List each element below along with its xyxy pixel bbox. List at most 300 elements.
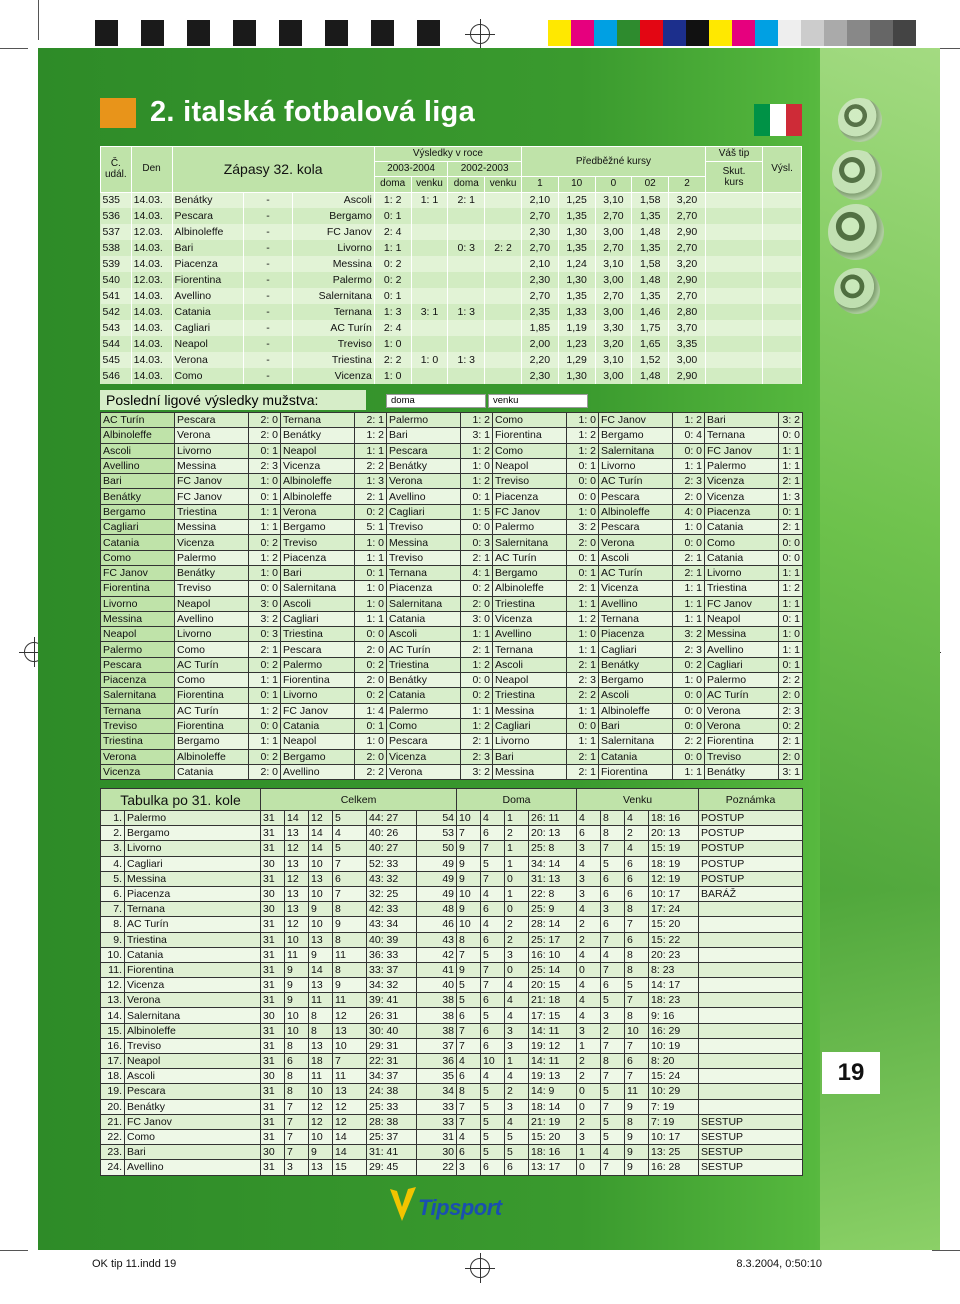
- opponent-name: Triestina: [705, 581, 779, 596]
- tipsport-logo: [388, 1185, 528, 1225]
- stat-cell: 4: [625, 841, 649, 856]
- result-cell[interactable]: [763, 288, 802, 304]
- stat-cell: 2: [505, 917, 529, 932]
- match-cell: 1,48: [632, 272, 669, 288]
- stat-cell: 4: [505, 1008, 529, 1023]
- opponent-name: Fiorentina: [705, 734, 779, 749]
- note: POSTUP: [699, 811, 803, 826]
- result-score: 0: 1: [779, 611, 803, 626]
- match-row: [101, 240, 802, 256]
- stat-cell: 9: [333, 917, 367, 932]
- stat-cell: 7: [601, 841, 625, 856]
- stat-cell: 7: [285, 1099, 309, 1114]
- result-score: 1: 1: [779, 443, 803, 458]
- stat-cell: 12: [309, 1099, 333, 1114]
- opponent-name: Palermo: [493, 520, 567, 535]
- stat-cell: 10: 17: [649, 886, 699, 901]
- result-score: 2: 0: [461, 596, 493, 611]
- stat-cell: 4: [505, 978, 529, 993]
- legend-venku: venku: [488, 394, 588, 408]
- stat-cell: 7: 19: [649, 1099, 699, 1114]
- match-cell: [448, 272, 485, 288]
- result-cell[interactable]: [763, 240, 802, 256]
- stat-cell: 34: 37: [367, 1069, 417, 1084]
- match-cell: [448, 320, 485, 336]
- match-cell: 14.03.: [131, 320, 172, 336]
- result-score: 3: 1: [779, 764, 803, 779]
- opponent-name: Albinoleffe: [281, 489, 355, 504]
- note: [699, 947, 803, 962]
- match-cell: Treviso: [293, 336, 375, 352]
- stat-cell: 22: 8: [529, 886, 577, 901]
- tip-cell[interactable]: [705, 320, 762, 336]
- opponent-name: Salernitana: [387, 596, 461, 611]
- stat-cell: 5: [457, 993, 481, 1008]
- note: BARÁŽ: [699, 886, 803, 901]
- standings-row: [101, 886, 803, 901]
- tip-cell[interactable]: [705, 224, 762, 240]
- match-cell: 1,35: [632, 208, 669, 224]
- opponent-name: Como: [175, 642, 249, 657]
- stat-cell: 7: [481, 841, 505, 856]
- stat-cell: 3: [601, 902, 625, 917]
- stat-cell: 8: [285, 1069, 309, 1084]
- tip-cell[interactable]: [705, 192, 762, 208]
- stat-cell: 3: [505, 947, 529, 962]
- team-name: Triestina: [101, 734, 175, 749]
- stat-cell: 40: 26: [367, 826, 417, 841]
- result-score: 1: 2: [567, 611, 599, 626]
- stat-cell: 13: [309, 978, 333, 993]
- match-cell: [411, 320, 448, 336]
- result-cell[interactable]: [763, 192, 802, 208]
- tip-cell[interactable]: [705, 256, 762, 272]
- standings-table: [100, 788, 802, 1172]
- result-score: 0: 2: [355, 504, 387, 519]
- col-celkem: Celkem: [261, 789, 457, 811]
- result-score: 2: 1: [673, 550, 705, 565]
- result-score: 2: 0: [355, 673, 387, 688]
- stat-cell: 7: [457, 1023, 481, 1038]
- tip-cell[interactable]: [705, 368, 762, 384]
- stat-cell: 7: [333, 1054, 367, 1069]
- note: [699, 1038, 803, 1053]
- stat-cell: 42: 33: [367, 902, 417, 917]
- rank: 19.: [101, 1084, 125, 1099]
- note: SESTUP: [699, 1145, 803, 1160]
- result-score: 1: 1: [673, 764, 705, 779]
- result-cell[interactable]: [763, 352, 802, 368]
- stat-cell: 6: [481, 932, 505, 947]
- result-score: 1: 0: [355, 535, 387, 550]
- match-cell: 1,33: [558, 304, 595, 320]
- stat-cell: 6: [601, 886, 625, 901]
- team-name: Ascoli: [101, 443, 175, 458]
- match-cell: 2,70: [669, 288, 706, 304]
- result-score: 1: 1: [779, 458, 803, 473]
- opponent-name: Vicenza: [705, 489, 779, 504]
- stat-cell: 9: [457, 902, 481, 917]
- results-row: [101, 596, 803, 611]
- match-cell: 3,30: [595, 320, 632, 336]
- result-score: 1: 1: [567, 596, 599, 611]
- team-name: Livorno: [101, 596, 175, 611]
- stat-cell: 43: 32: [367, 871, 417, 886]
- match-cell: [485, 192, 522, 208]
- rank: 1.: [101, 811, 125, 826]
- stat-cell: 0: [577, 1160, 601, 1175]
- match-cell: -: [244, 256, 293, 272]
- result-score: 0: 1: [249, 688, 281, 703]
- result-score: 0: 1: [779, 504, 803, 519]
- stat-cell: 31: [261, 1038, 285, 1053]
- team-name: Vicenza: [101, 764, 175, 779]
- match-cell: 3,20: [595, 336, 632, 352]
- stat-cell: 25: 17: [529, 932, 577, 947]
- result-score: 1: 1: [249, 520, 281, 535]
- stat-cell: 7: [457, 826, 481, 841]
- stat-cell: 15: 19: [649, 841, 699, 856]
- opponent-name: Cagliari: [387, 504, 461, 519]
- rank: 21.: [101, 1114, 125, 1129]
- note: [699, 1069, 803, 1084]
- stat-cell: 3: [285, 1160, 309, 1175]
- match-cell: 1,35: [558, 208, 595, 224]
- team-name: Verona: [125, 993, 261, 1008]
- tip-cell[interactable]: [705, 208, 762, 224]
- stat-cell: 7: [481, 871, 505, 886]
- result-cell[interactable]: [763, 336, 802, 352]
- opponent-name: AC Turín: [175, 703, 249, 718]
- note: [699, 902, 803, 917]
- stat-cell: 2: [601, 1023, 625, 1038]
- stat-cell: 5: [505, 1145, 529, 1160]
- team-name: Pescara: [125, 1084, 261, 1099]
- stat-cell: 14: [309, 962, 333, 977]
- stat-cell: 11: [309, 1069, 333, 1084]
- stat-cell: 15: 20: [529, 1129, 577, 1144]
- results-row: [101, 458, 803, 473]
- stat-cell: 14: [309, 841, 333, 856]
- match-cell: 2,70: [521, 288, 558, 304]
- stat-cell: 22: 31: [367, 1054, 417, 1069]
- stat-cell: 9: [625, 1099, 649, 1114]
- match-cell: 1: 0: [374, 368, 411, 384]
- match-cell: 1,52: [632, 352, 669, 368]
- stat-cell: 12: [285, 841, 309, 856]
- result-cell[interactable]: [763, 224, 802, 240]
- italian-flag-icon: [754, 104, 802, 136]
- result-score: 0: 2: [673, 657, 705, 672]
- result-score: 1: 1: [355, 443, 387, 458]
- stat-cell: 10: [481, 1054, 505, 1069]
- opponent-name: Catania: [705, 520, 779, 535]
- match-cell: 3: 1: [411, 304, 448, 320]
- stat-cell: 2: [505, 932, 529, 947]
- result-cell[interactable]: [763, 272, 802, 288]
- result-score: 1: 0: [249, 565, 281, 580]
- opponent-name: Benátky: [281, 428, 355, 443]
- stat-cell: 12: [285, 871, 309, 886]
- match-cell: [448, 288, 485, 304]
- stat-cell: 9: [285, 993, 309, 1008]
- result-score: 2: 1: [461, 642, 493, 657]
- stat-cell: 4: [577, 947, 601, 962]
- result-score: 2: 0: [249, 428, 281, 443]
- stat-cell: 10: 29: [649, 1084, 699, 1099]
- match-cell: Ascoli: [293, 192, 375, 208]
- stat-cell: 4: [625, 811, 649, 826]
- result-score: 2: 2: [355, 458, 387, 473]
- result-score: 3: 2: [461, 764, 493, 779]
- stat-cell: 18: [309, 1054, 333, 1069]
- stat-cell: 5: [481, 947, 505, 962]
- stat-cell: 10: [309, 1084, 333, 1099]
- stat-cell: 29: 31: [367, 1038, 417, 1053]
- team-name: Salernitana: [101, 688, 175, 703]
- stat-cell: 1: [505, 811, 529, 826]
- team-name: Piacenza: [101, 673, 175, 688]
- opponent-name: Avellino: [387, 489, 461, 504]
- result-score: 0: 2: [355, 657, 387, 672]
- opponent-name: Verona: [281, 504, 355, 519]
- opponent-name: Neapol: [705, 611, 779, 626]
- stat-cell: 9: [285, 978, 309, 993]
- tip-cell[interactable]: [705, 352, 762, 368]
- stat-cell: 4: [577, 978, 601, 993]
- result-score: 1: 1: [673, 581, 705, 596]
- stat-cell: 6: [481, 1038, 505, 1053]
- match-cell: 1: 0: [374, 336, 411, 352]
- match-cell: 1,85: [521, 320, 558, 336]
- stat-cell: 10: 17: [649, 1129, 699, 1144]
- stat-cell: 31: [261, 1114, 285, 1129]
- opponent-name: Cagliari: [281, 611, 355, 626]
- rank: 15.: [101, 1023, 125, 1038]
- stat-cell: 31: [261, 978, 285, 993]
- match-cell: 14.03.: [131, 256, 172, 272]
- result-score: 0: 0: [779, 550, 803, 565]
- match-cell: 2,90: [669, 272, 706, 288]
- results-row: [101, 565, 803, 580]
- stat-cell: 5: [481, 1145, 505, 1160]
- stat-cell: 31: [261, 841, 285, 856]
- stat-cell: 6: [481, 1023, 505, 1038]
- opponent-name: Treviso: [387, 520, 461, 535]
- result-score: 2: 1: [461, 734, 493, 749]
- result-score: 0: 2: [779, 718, 803, 733]
- rank: 12.: [101, 978, 125, 993]
- match-cell: 2,70: [669, 208, 706, 224]
- opponent-name: Messina: [175, 520, 249, 535]
- result-score: 2: 3: [567, 673, 599, 688]
- team-name: Pescara: [101, 657, 175, 672]
- result-score: 2: 3: [779, 703, 803, 718]
- opponent-name: Messina: [493, 764, 567, 779]
- opponent-name: Treviso: [175, 581, 249, 596]
- match-cell: 3,70: [669, 320, 706, 336]
- stat-cell: 12: [309, 811, 333, 826]
- stat-cell: 13: [309, 871, 333, 886]
- stat-cell: 7: [601, 962, 625, 977]
- rank: 18.: [101, 1069, 125, 1084]
- stat-cell: 5: [601, 1129, 625, 1144]
- team-name: FC Janov: [125, 1114, 261, 1129]
- rank: 5.: [101, 871, 125, 886]
- result-score: 0: 2: [461, 688, 493, 703]
- opponent-name: Fiorentina: [175, 688, 249, 703]
- rank: 14.: [101, 1008, 125, 1023]
- result-score: 1: 0: [673, 520, 705, 535]
- match-cell: 3,35: [669, 336, 706, 352]
- opponent-name: Livorno: [705, 565, 779, 580]
- opponent-name: Messina: [387, 535, 461, 550]
- match-cell: [411, 368, 448, 384]
- stat-cell: 2: [577, 917, 601, 932]
- team-name: Bari: [101, 474, 175, 489]
- result-score: 2: 1: [461, 550, 493, 565]
- result-score: 2: 1: [567, 749, 599, 764]
- result-score: 0: 0: [673, 749, 705, 764]
- match-cell: Como: [172, 368, 244, 384]
- standings-row: [101, 947, 803, 962]
- results-row: [101, 611, 803, 626]
- stat-cell: 12: [333, 1008, 367, 1023]
- stat-cell: 43: 34: [367, 917, 417, 932]
- results-row: [101, 504, 803, 519]
- match-cell: Palermo: [293, 272, 375, 288]
- stat-cell: 19: 12: [529, 1038, 577, 1053]
- color-calibration-bar: [95, 20, 463, 46]
- stat-cell: 1: [505, 1054, 529, 1069]
- stat-cell: 6: [481, 1160, 505, 1175]
- stat-cell: 33: 37: [367, 962, 417, 977]
- match-cell: Triestina: [293, 352, 375, 368]
- match-cell: Benátky: [172, 192, 244, 208]
- stat-cell: 30: [261, 1145, 285, 1160]
- stat-cell: 46: [417, 917, 457, 932]
- team-name: Benátky: [101, 489, 175, 504]
- result-cell[interactable]: [763, 256, 802, 272]
- page-number: 19: [822, 1052, 880, 1094]
- stat-cell: 14: 11: [529, 1023, 577, 1038]
- result-score: 1: 0: [461, 458, 493, 473]
- team-name: AC Turín: [101, 413, 175, 428]
- result-score: 1: 1: [249, 673, 281, 688]
- stat-cell: 44: 27: [367, 811, 417, 826]
- stat-cell: 3: [505, 1023, 529, 1038]
- stat-cell: 3: [457, 1160, 481, 1175]
- result-score: 1: 1: [673, 596, 705, 611]
- stat-cell: 6: [481, 826, 505, 841]
- result-score: 2: 2: [779, 673, 803, 688]
- result-cell[interactable]: [763, 304, 802, 320]
- tip-cell[interactable]: [705, 336, 762, 352]
- match-cell: 3,20: [669, 256, 706, 272]
- tip-cell[interactable]: [705, 304, 762, 320]
- stat-cell: 8: [333, 902, 367, 917]
- stat-cell: 4: [601, 1145, 625, 1160]
- stat-cell: 8: [625, 962, 649, 977]
- match-cell: 544: [101, 336, 132, 352]
- team-name: Livorno: [125, 841, 261, 856]
- stat-cell: 5: [481, 1114, 505, 1129]
- stat-cell: 9: [625, 1145, 649, 1160]
- result-cell[interactable]: [763, 208, 802, 224]
- tip-cell[interactable]: [705, 240, 762, 256]
- rank: 4.: [101, 856, 125, 871]
- stat-cell: 5: [333, 841, 367, 856]
- tipsport-v-icon: [388, 1185, 418, 1225]
- stat-cell: 25: 8: [529, 841, 577, 856]
- opponent-name: Triestina: [281, 627, 355, 642]
- stat-cell: 41: [417, 962, 457, 977]
- tip-cell[interactable]: [705, 272, 762, 288]
- match-cell: Avellino: [172, 288, 244, 304]
- match-cell: 2,00: [521, 336, 558, 352]
- match-cell: Livorno: [293, 240, 375, 256]
- stat-cell: 31: [261, 932, 285, 947]
- match-cell: 2: 2: [485, 240, 522, 256]
- standings-row: [101, 841, 803, 856]
- opponent-name: Catania: [175, 764, 249, 779]
- match-cell: 1: 3: [448, 304, 485, 320]
- match-cell: 2,35: [521, 304, 558, 320]
- stat-cell: 10: [333, 1038, 367, 1053]
- result-score: 2: 1: [249, 642, 281, 657]
- result-score: 4: 0: [673, 504, 705, 519]
- team-name: Triestina: [125, 932, 261, 947]
- opponent-name: Como: [705, 535, 779, 550]
- stat-cell: 31: [261, 1023, 285, 1038]
- stat-cell: 15: 24: [649, 1069, 699, 1084]
- stat-cell: 52: 33: [367, 856, 417, 871]
- tip-cell[interactable]: [705, 288, 762, 304]
- result-score: 1: 0: [567, 504, 599, 519]
- match-cell: [411, 208, 448, 224]
- result-score: 1: 1: [779, 596, 803, 611]
- result-score: 2: 2: [355, 764, 387, 779]
- team-name: Fiorentina: [125, 962, 261, 977]
- result-score: 1: 1: [249, 504, 281, 519]
- stat-cell: 2: [505, 1084, 529, 1099]
- col-vysl: Výsl.: [763, 147, 802, 193]
- result-cell[interactable]: [763, 320, 802, 336]
- team-name: Ternana: [125, 902, 261, 917]
- team-name: Cagliari: [101, 520, 175, 535]
- result-cell[interactable]: [763, 368, 802, 384]
- match-cell: Bergamo: [293, 208, 375, 224]
- opponent-name: Como: [493, 413, 567, 428]
- opponent-name: Bari: [599, 718, 673, 733]
- result-score: 2: 1: [355, 413, 387, 428]
- result-score: 3: 0: [249, 596, 281, 611]
- result-score: 0: 0: [355, 627, 387, 642]
- result-score: 1: 3: [779, 489, 803, 504]
- opponent-name: AC Turín: [705, 688, 779, 703]
- stat-cell: 30: [261, 856, 285, 871]
- result-score: 1: 1: [779, 565, 803, 580]
- match-cell: 2,90: [669, 224, 706, 240]
- stat-cell: 14: [285, 811, 309, 826]
- opponent-name: Fiorentina: [281, 673, 355, 688]
- opponent-name: Bergamo: [175, 734, 249, 749]
- match-cell: Fiorentina: [172, 272, 244, 288]
- stat-cell: 0: [505, 962, 529, 977]
- result-score: 2: 2: [567, 688, 599, 703]
- rank: 6.: [101, 886, 125, 901]
- result-score: 3: 2: [673, 627, 705, 642]
